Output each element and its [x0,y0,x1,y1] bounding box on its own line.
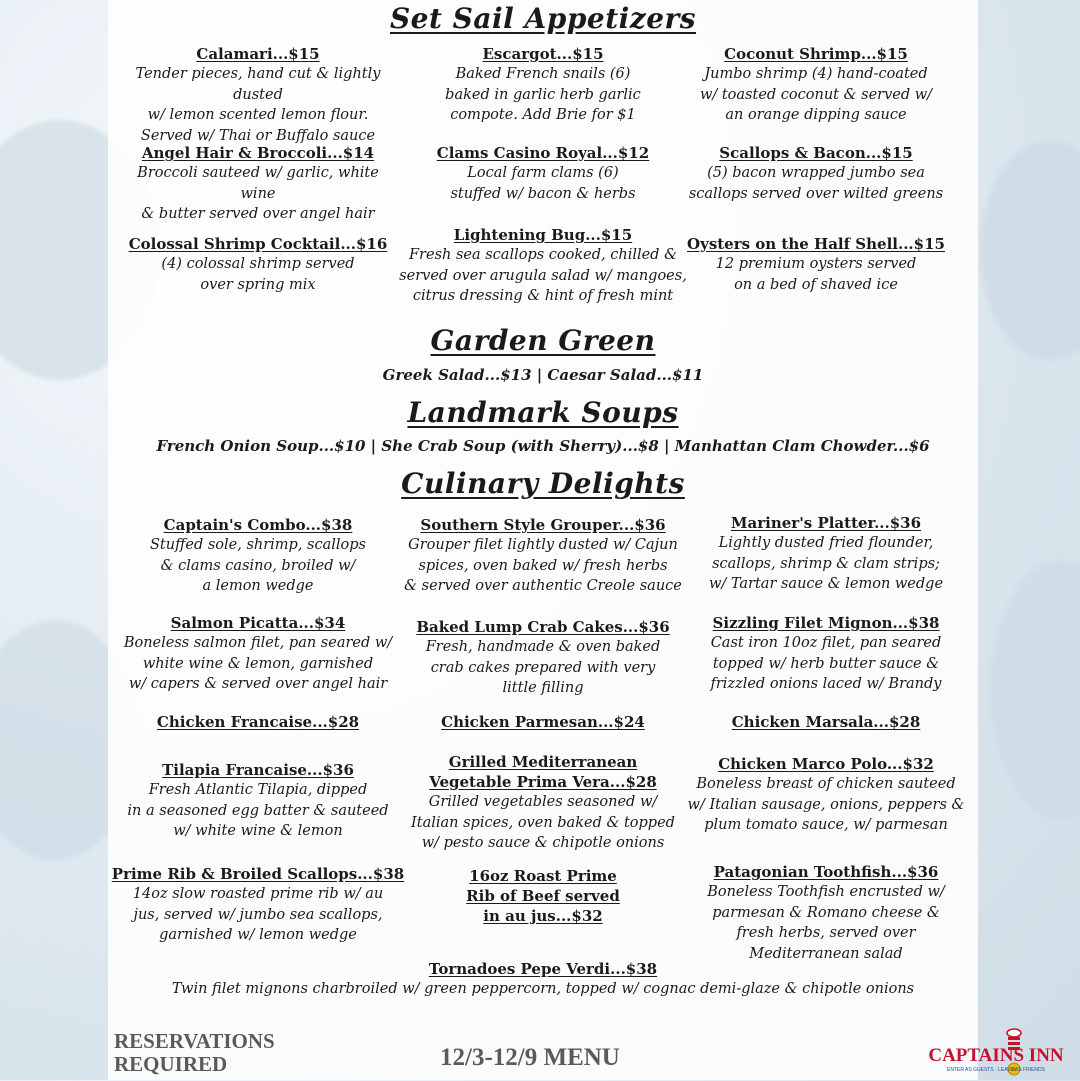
menu-item [118,515,398,597]
soups-line: French Onion Soup...$10 | She Crab Soup (with Sherry)...$8 | Manhattan Clam Chowder...$6 [156,437,930,455]
item-name: Baked Lump Crab Cakes...$36 [416,618,670,636]
item-description: Tender pieces, hand cut & lightly dusted w/ lemon scented lemon flour. Served w/ Thai or Buffalo sauce [135,66,381,144]
item-description: Fresh, handmade & oven baked crab cakes prepared with very little filling [425,639,661,696]
menu-item [403,44,683,126]
item-description: Lightly dusted fried flounder, scallops, shrimp & clam strips; w/ Tartar sauce & lemon wedge [708,535,944,592]
item-description: Boneless Toothfish encrusted w/ parmesan & Romano cheese & fresh herbs, served over Mediterranean salad [707,884,945,962]
item-description: Fresh Atlantic Tilapia, dipped in a seasoned egg batter & sauteed w/ white wine & lemon [127,782,389,839]
menu-item [686,754,966,836]
item-description: 14oz slow roasted prime rib w/ au jus, served w/ jumbo sea scallops, garnished w/ lemon wedge [132,886,384,943]
item-description: 12 premium oysters served on a bed of shaved ice [715,256,917,293]
section-title-garden: Garden Green [430,324,656,357]
menu-item [686,513,966,595]
item-description: Grouper filet lightly dusted w/ Cajun spices, oven baked w/ fresh herbs & served over authentic Creole sauce [404,537,682,594]
item-name: Grilled Mediterranean Vegetable Prima Vera...$28 [429,753,657,791]
item-name: Salmon Picatta...$34 [170,614,346,632]
item-description: (4) colossal shrimp served over spring mix [161,256,355,293]
section-title-soups: Landmark Soups [407,396,679,429]
section-title-appetizers: Set Sail Appetizers [389,2,697,35]
garden-salads-line: Greek Salad...$13 | Caesar Salad...$11 [382,366,704,384]
menu-item [118,613,398,695]
item-name: Lightening Bug...$15 [453,226,633,244]
menu-item [118,712,398,732]
item-name: Scallops & Bacon...$15 [719,144,913,162]
menu-item [676,234,956,295]
reservations-line-1: RESERVATIONS [114,1029,275,1053]
item-name: Tilapia Francaise...$36 [162,761,354,779]
item-name: Southern Style Grouper...$36 [420,516,666,534]
menu-item [398,712,688,732]
item-name: Escargot...$15 [482,45,604,63]
menu-page [108,0,978,1080]
item-name: Colossal Shrimp Cocktail...$16 [128,235,388,253]
item-name: Coconut Shrimp...$15 [724,45,908,63]
menu-item [398,866,688,926]
item-description: Boneless salmon filet, pan seared w/ white wine & lemon, garnished w/ capers & served over angel hair [123,635,393,692]
reservations-line-2: REQUIRED [114,1052,228,1076]
item-name: Chicken Parmesan...$24 [441,713,645,731]
item-name: Mariner's Platter...$36 [730,514,922,532]
item-name: Oysters on the Half Shell...$15 [687,235,945,253]
item-description: Broccoli sauteed w/ garlic, white wine & butter served over angel hair [137,165,379,222]
background-texture [990,560,1080,820]
logo-graphic [916,1027,1076,1077]
item-description: Jumbo shrimp (4) hand-coated w/ toasted coconut & served w/ an orange dipping sauce [699,66,933,123]
item-name: Captain's Combo...$38 [163,516,353,534]
item-description: Boneless breast of chicken sauteed w/ Italian sausage, onions, peppers & plum tomato sauce, w/ parmesan [687,776,965,833]
menu-item [676,143,956,204]
menu-item [108,864,408,946]
item-description: Grilled vegetables seasoned w/ Italian spices, oven baked & topped w/ pesto sauce & chipotle onions [411,794,675,851]
menu-item [686,712,966,732]
menu-item [398,515,688,597]
item-name: Chicken Marco Polo...$32 [718,755,934,773]
item-description: Stuffed sole, shrimp, scallops & clams casino, broiled w/ a lemon wedge [150,537,366,594]
menu-item [398,617,688,699]
menu-item [686,613,966,695]
item-name: Angel Hair & Broccoli...$14 [141,144,375,162]
item-name: Tornadoes Pepe Verdi...$38 [428,960,658,978]
item-name: Chicken Francaise...$28 [156,713,360,731]
item-description: Cast iron 10oz filet, pan seared topped w/ herb butter sauce & frizzled onions laced w/ Brandy [710,635,942,692]
item-description: Twin filet mignons charbroiled w/ green peppercorn, topped w/ cognac demi-glaze & chipotle onions [171,981,915,997]
reservations-required [114,1030,275,1076]
item-description: Local farm clams (6) stuffed w/ bacon & herbs [450,165,636,202]
section-title-culinary: Culinary Delights [401,467,685,500]
menu-item [686,862,966,964]
item-name: Chicken Marsala...$28 [731,713,921,731]
item-name: Calamari...$15 [196,45,320,63]
menu-item [118,143,398,225]
item-description: (5) bacon wrapped jumbo sea scallops served over wilted greens [688,165,944,202]
item-name: Patagonian Toothfish...$36 [713,863,939,881]
menu-item [403,143,683,204]
item-description: Baked French snails (6) baked in garlic herb garlic compote. Add Brie for $1 [445,66,641,123]
captains-inn-logo [916,1027,1076,1077]
item-name: Clams Casino Royal...$12 [436,144,650,162]
menu-item [398,752,688,854]
menu-item [118,760,398,842]
menu-item [108,959,978,1000]
menu-item [676,44,956,126]
logo-text: CAPTAINS INN [928,1045,1064,1066]
menu-item [118,44,398,146]
logo-tagline: ENTER AS GUESTS · LEAVE AS FRIENDS [947,1067,1045,1073]
menu-item [393,225,693,307]
item-name: 16oz Roast Prime Rib of Beef served in au jus...$32 [466,867,620,925]
item-description: Fresh sea scallops cooked, chilled & served over arugula salad w/ mangoes, citrus dressing & hint of fresh mint [399,247,687,304]
background-texture [980,140,1080,360]
menu-dates: 12/3-12/9 MENU [440,1044,620,1071]
menu-item [118,234,398,295]
item-name: Prime Rib & Broiled Scallops...$38 [111,865,405,883]
item-name: Sizzling Filet Mignon...$38 [712,614,940,632]
